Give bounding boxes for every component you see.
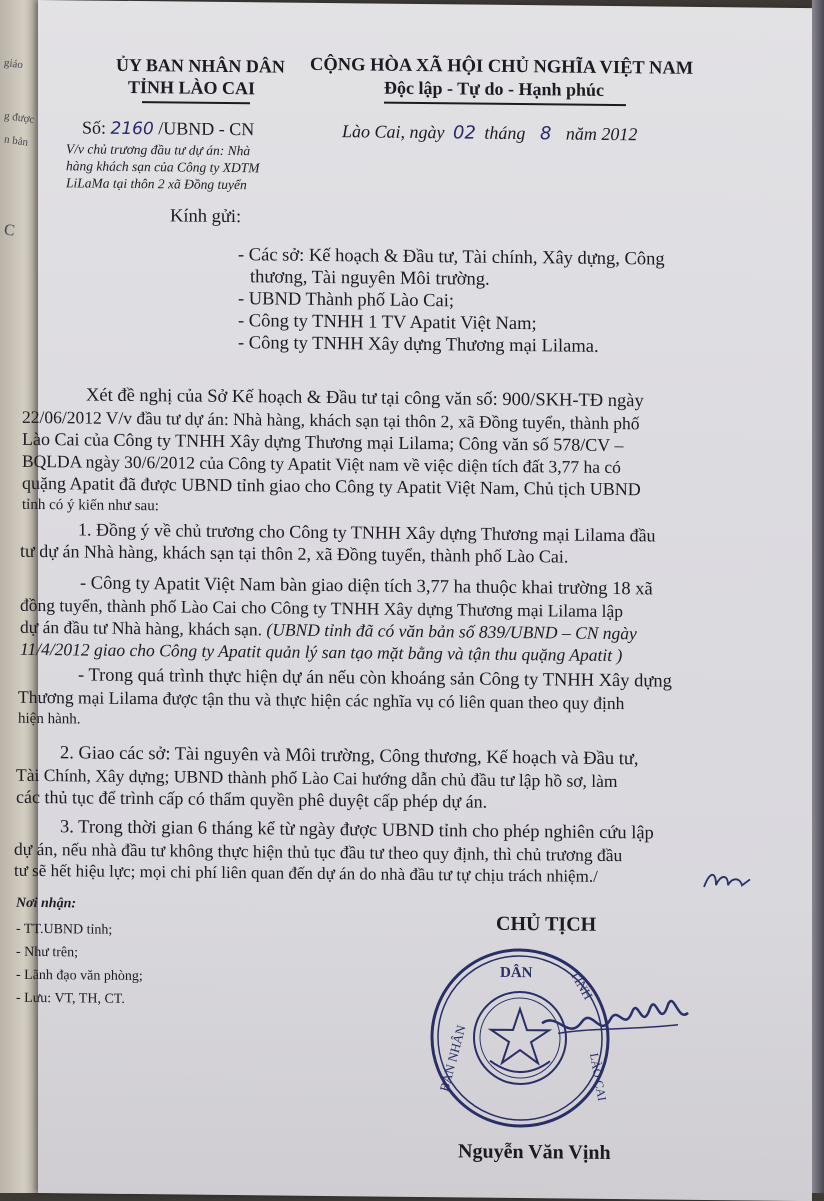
body-line: quặng Apatit đã được UBND tỉnh giao cho Công ty Apatit Việt Nam, Chủ tịch UBND xyxy=(22,472,641,500)
recipients-footer-item: - Như trên; xyxy=(16,944,79,961)
issue-date xyxy=(342,121,637,145)
signer-title: CHỦ TỊCH xyxy=(496,912,597,936)
greeting: Kính gửi: xyxy=(170,206,242,228)
agency-line2: TỈNH LÀO CAI xyxy=(128,76,256,99)
body-line: - Trong quá trình thực hiện dự án nếu còn khoáng sản Công ty TNHH Xây dựng xyxy=(78,665,672,692)
agency-underline xyxy=(142,101,250,104)
seal-text-top: DÂN xyxy=(500,964,533,982)
recipient-line: - Các sở: Kế hoạch & Đầu tư, Tài chính, Xây dựng, Công xyxy=(238,245,665,270)
subject-line: hàng khách sạn của Công ty XDTM xyxy=(66,158,260,176)
subject-line: LiLaMa tại thôn 2 xã Đồng tuyển xyxy=(66,175,247,193)
recipient-line: - Công ty TNHH Xây dựng Thương mại Lilama. xyxy=(238,333,599,357)
nation-motto: Độc lập - Tự do - Hạnh phúc xyxy=(384,77,605,100)
recipient-line: - UBND Thành phố Lào Cai; xyxy=(238,289,454,312)
subject-line: V/v chủ trương đầu tư dự án: Nhà xyxy=(66,141,251,159)
initials-mark xyxy=(702,867,752,894)
adjacent-page-fragment: C xyxy=(2,221,16,240)
body-line: Thương mại Lilama được tận thu và thực hiện các nghĩa vụ có liên quan theo quy định xyxy=(18,686,625,714)
body-line: 3. Trong thời gian 6 tháng kể từ ngày được UBND tỉnh cho phép nghiên cứu lập xyxy=(60,817,654,844)
body-line: các thủ tục để trình cấp có thẩm quyền phê duyệt cấp phép dự án. xyxy=(16,786,488,812)
date-month-handwritten: 8 xyxy=(539,123,552,145)
recipients-footer-item: - TT.UBND tỉnh; xyxy=(16,921,113,938)
adjacent-page-fragment: n bản xyxy=(3,133,29,149)
body-line-part: dự án đầu tư Nhà hàng, khách sạn. xyxy=(20,616,263,640)
doc-number-label: Số: xyxy=(82,117,107,138)
body-line: dự án, nếu nhà đầu tư không thực hiện thủ tục đầu tư theo quy định, thì chủ trương đầu xyxy=(14,838,623,866)
seal-text-right: TỈNH xyxy=(567,967,596,1003)
doc-number-handwritten: 2160 xyxy=(110,118,154,140)
recipients-footer-list xyxy=(16,918,143,1011)
body-line: BQLDA ngày 30/6/2012 của Công ty Apatit Việt nam về việc diện tích đất 3,77 ha có xyxy=(22,450,621,478)
doc-number xyxy=(82,117,254,140)
subject-block xyxy=(66,140,259,193)
body-line: 22/06/2012 V/v đầu tư dự án: Nhà hàng, khách sạn tại thôn 2, xã Đồng tuyển, thành phố xyxy=(22,406,640,434)
date-prefix: Lào Cai, ngày xyxy=(342,121,445,143)
date-month-label: tháng xyxy=(484,122,526,144)
body-line: tư sẽ hết hiệu lực; mọi chi phí liên quan đến dự án do nhà đầu tư tự chịu trách nhiệm./ xyxy=(14,860,598,886)
signer-name: Nguyễn Văn Vịnh xyxy=(458,1140,611,1164)
handwritten-signature xyxy=(538,981,698,1063)
doc-number-suffix: /UBND - CN xyxy=(158,118,255,140)
seal-text-bottom: LÀO CAI xyxy=(587,1051,610,1102)
adjacent-page-fragment: g được xyxy=(3,109,36,127)
book-spine-edge xyxy=(812,0,824,1193)
seal-text-left: BAN NHÂN xyxy=(436,1023,469,1094)
date-year: năm 2012 xyxy=(565,123,638,145)
recipients-footer-item: - Lãnh đạo văn phòng; xyxy=(16,967,143,985)
body-line: Tài Chính, Xây dựng; UBND thành phố Lào Cai hướng dẫn chủ đầu tư lập hồ sơ, làm xyxy=(16,764,618,792)
recipient-line: - Công ty TNHH 1 TV Apatit Việt Nam; xyxy=(238,311,537,335)
recipients-footer-title: Nơi nhận: xyxy=(16,895,77,912)
body-line: 2. Giao các sở: Tài nguyên và Môi trường, Công thương, Kế hoạch và Đầu tư, xyxy=(60,743,639,770)
body-line: đồng tuyển, thành phố Lào Cai cho Công ty TNHH Xây dựng Thương mại Lilama lập xyxy=(20,594,624,622)
body-line: hiện hành. xyxy=(18,710,81,728)
motto-underline xyxy=(384,102,626,106)
body-line: 1. Đồng ý về chủ trương cho Công ty TNHH Xây dựng Thương mại Lilama đầu xyxy=(78,519,656,546)
body-line: tỉnh có ý kiến như sau: xyxy=(22,496,159,515)
body-line: - Công ty Apatit Việt Nam bàn giao diện tích 3,77 ha thuộc khai trường 18 xã xyxy=(80,573,653,600)
body-line: Lào Cai của Công ty TNHH Xây dựng Thương mại Lilama; Công văn số 578/CV – xyxy=(22,428,624,456)
date-day-handwritten: 02 xyxy=(453,122,476,144)
body-line: Xét đề nghị của Sở Kế hoạch & Đầu tư tại công văn số: 900/SKH-TĐ ngày xyxy=(86,385,644,412)
recipients-footer-item: - Lưu: VT, TH, CT. xyxy=(16,990,125,1007)
adjacent-page-fragment: giáo xyxy=(3,56,24,72)
nation-line1: CỘNG HÒA XÃ HỘI CHỦ NGHĨA VIỆT NAM xyxy=(310,54,694,79)
body-line-part-italic: (UBND tỉnh đã có văn bản số 839/UBND – CN ngày xyxy=(266,619,637,644)
body-line: tư dự án Nhà hàng, khách sạn tại thôn 2, xã Đồng tuyển, thành phố Lào Cai. xyxy=(20,540,569,567)
recipient-line: thương, Tài nguyên Môi trường. xyxy=(250,267,490,290)
body-line: 11/4/2012 giao cho Công ty Apatit quản lý san tạo mặt bằng và tận thu quặng Apatit ) xyxy=(20,638,623,666)
agency-line1: ỦY BAN NHÂN DÂN xyxy=(116,54,285,77)
